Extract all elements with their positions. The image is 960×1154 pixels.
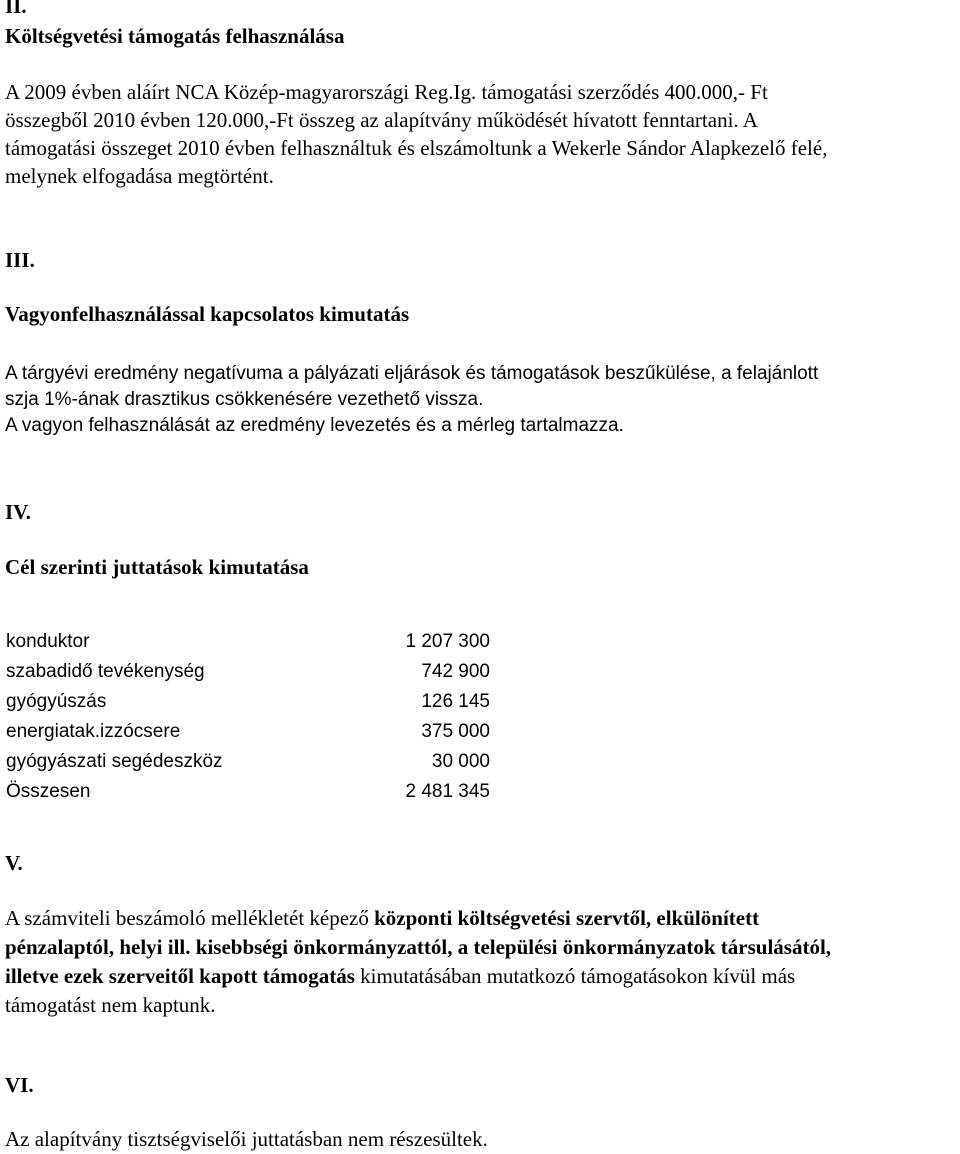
bold-text: központi költségvetési szervtől, elkülönített (374, 906, 760, 930)
row-label: szabadidő tevékenység (6, 661, 205, 682)
row-value: 742 900 (421, 661, 490, 682)
normal-text: kimutatásában mutatkozó támogatásokon kívül más (354, 964, 796, 988)
table-row (6, 687, 490, 717)
section-2-title: Költségvetési támogatás felhasználása (5, 24, 345, 48)
section-3-title: Vagyonfelhasználással kapcsolatos kimutatás (5, 302, 410, 326)
paragraph-line (5, 991, 831, 1020)
row-value: 375 000 (421, 721, 490, 742)
paragraph-line: melynek elfogadása megtörtént. (5, 164, 274, 188)
allocations-table (6, 627, 490, 807)
section-3-paragraph (5, 361, 818, 439)
table-total-row (6, 777, 490, 807)
section-3-number: III. (5, 248, 35, 272)
section-5-paragraph (5, 904, 831, 1020)
row-label: Összesen (6, 781, 91, 802)
table-row (6, 747, 490, 777)
paragraph-line: összegből 2010 évben 120.000,-Ft összeg az alapítvány működését hívatott fenntartani. A (5, 108, 758, 132)
table-row (6, 627, 490, 657)
section-4-title: Cél szerinti juttatások kimutatása (5, 555, 309, 579)
paragraph-line: A 2009 évben aláírt NCA Közép-magyarországi Reg.Ig. támogatási szerződés 400.000,- Ft (5, 80, 768, 104)
section-2-number: II. (5, 0, 27, 18)
section-4-number: IV. (5, 500, 31, 524)
section-6-text: Az alapítvány tisztségviselői juttatásban nem részesültek. (5, 1127, 488, 1151)
row-label: gyógyászati segédeszköz (6, 751, 223, 772)
row-value: 30 000 (431, 751, 490, 772)
table-row (6, 657, 490, 687)
normal-text: A számviteli beszámoló mellékletét képező (5, 906, 375, 930)
bold-text: pénzalaptól, helyi ill. kisebbségi önkormányzattól, a települési önkormányzatok társulásától, (5, 935, 832, 959)
normal-text: támogatást nem kaptunk. (5, 993, 216, 1017)
row-label: konduktor (6, 631, 90, 652)
paragraph-line: támogatási összeget 2010 évben felhasználtuk és elszámoltunk a Wekerle Sándor Alapkezelő felé, (5, 136, 828, 160)
row-value: 126 145 (421, 691, 490, 712)
paragraph-line (5, 962, 831, 991)
row-label: energiatak.izzócsere (6, 721, 181, 742)
bold-text: illetve ezek szerveitől kapott támogatás (5, 964, 355, 988)
row-value: 1 207 300 (405, 631, 490, 652)
paragraph-line: A tárgyévi eredmény negatívuma a pályázati eljárások és támogatások beszűkülése, a felajánlott (5, 363, 819, 384)
paragraph-line: szja 1%-ának drasztikus csökkenésére vezethető vissza. (5, 389, 484, 410)
paragraph-line (5, 904, 831, 933)
row-label: gyógyúszás (6, 691, 107, 712)
section-6-number: VI. (5, 1073, 34, 1097)
paragraph-line (5, 933, 831, 962)
table-row (6, 717, 490, 747)
section-5-number: V. (5, 851, 23, 875)
section-2-paragraph (5, 78, 827, 190)
row-value: 2 481 345 (405, 781, 490, 802)
paragraph-line: A vagyon felhasználását az eredmény levezetés és a mérleg tartalmazza. (5, 415, 624, 436)
